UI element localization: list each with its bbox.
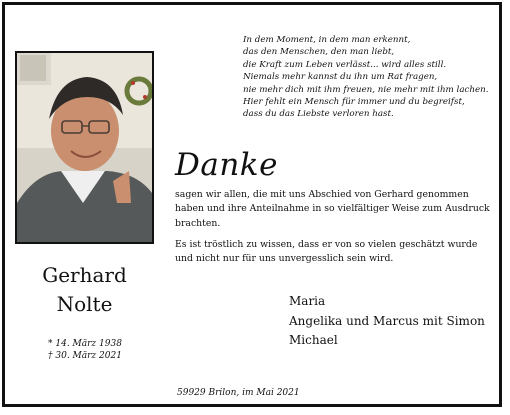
poem-line: Hier fehlt ein Mensch für immer und du begreifst, bbox=[243, 97, 465, 108]
thanks-paragraph: sagen wir allen, die mit uns Abschied von Gerhard genommen haben und ihre Anteilnahme in so vielfältiger Weise zum Ausdruck brachten. bbox=[175, 189, 490, 229]
obituary-card bbox=[2, 2, 502, 407]
first-name: Gerhard bbox=[42, 263, 127, 287]
thanks-heading: Danke bbox=[175, 147, 278, 183]
family-signatures bbox=[289, 292, 485, 351]
poem-line: nie mehr dich mit ihm freuen, nie mehr mit ihm lachen. bbox=[243, 84, 489, 95]
poem-line: das den Menschen, den man liebt, bbox=[243, 47, 395, 58]
poem-line: dass du das Liebste verloren hast. bbox=[243, 109, 394, 120]
family-member: Maria bbox=[289, 294, 326, 308]
poem-line: In dem Moment, in dem man erkennt, bbox=[243, 35, 411, 45]
deceased-name bbox=[15, 261, 154, 319]
place-and-date: 59929 Brilon, im Mai 2021 bbox=[177, 388, 300, 398]
last-name: Nolte bbox=[56, 292, 113, 316]
family-member: Michael bbox=[289, 333, 338, 347]
poem-line: die Kraft zum Leben verlässt... wird alles still. bbox=[243, 59, 447, 70]
consolation-paragraph: Es ist tröstlich zu wissen, dass er von so vielen geschätzt wurde und nicht nur für uns unvergesslich sein wird. bbox=[175, 239, 478, 265]
family-member: Angelika und Marcus mit Simon bbox=[289, 313, 485, 328]
poem-line: Niemals mehr kannst du ihn um Rat fragen, bbox=[243, 72, 438, 83]
poem bbox=[243, 34, 503, 121]
life-dates bbox=[48, 339, 122, 362]
portrait-photo bbox=[15, 51, 154, 244]
death-date: † 30. März 2021 bbox=[48, 350, 122, 361]
birth-date: * 14. März 1938 bbox=[48, 339, 122, 349]
